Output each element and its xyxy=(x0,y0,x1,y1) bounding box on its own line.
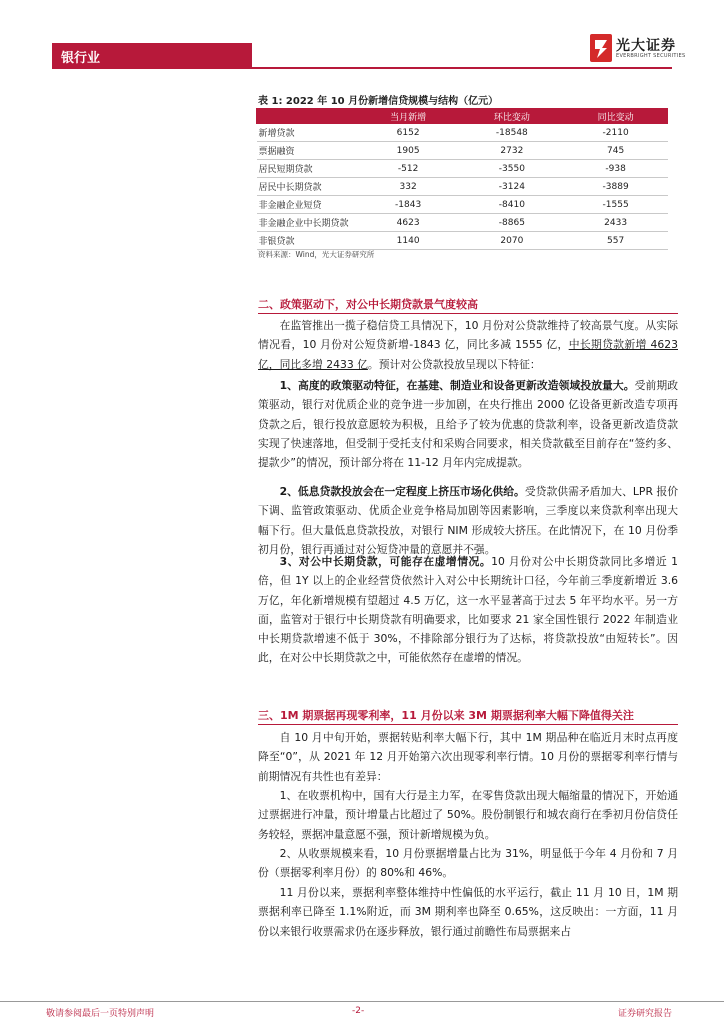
table-row xyxy=(257,178,668,196)
logo-english-name: EVERBRIGHT SECURITIES xyxy=(616,53,686,59)
table-cell: 1140 xyxy=(356,232,460,250)
table-cell: 1905 xyxy=(356,142,460,160)
table-row-label: 新增贷款 xyxy=(257,124,357,142)
table-header-cell xyxy=(257,109,357,124)
table-row-label: 非银贷款 xyxy=(257,232,357,250)
table-cell: 4623 xyxy=(356,214,460,232)
paragraph-text: 。预计对公贷款投放呈现以下特征： xyxy=(367,357,541,371)
section-3-paragraph-3: 2、从收票规模来看，10 月份票据增量占比为 31%，明显低于今年 4 月份和 7 月份（票据零利率月份）的 80%和 46%。 xyxy=(258,847,678,880)
footer-report-type: 证券研究报告 xyxy=(618,1009,673,1019)
table-row-label: 非金融企业短贷 xyxy=(257,196,357,214)
paragraph-text: 受前期政策驱动，银行对优质企业的竞争进一步加剧，在央行推出 2000 亿设备更新改造专项再贷款之后，银行投放意愿较为积极，且给予了较为优惠的贷款利率，设备更新改造贷款实现了快速落地，但受制于受托支付和采购合同要求，相关贷款截至目前存在“签约多、提款少”的情况，预计部分将在 11-12 月年内完成提款。 xyxy=(258,379,678,470)
table-row-label: 居民中长期贷款 xyxy=(257,178,357,196)
page-number: -2- xyxy=(352,1006,365,1016)
table-cell: 2732 xyxy=(460,142,564,160)
table-header-cell: 同比变动 xyxy=(564,109,668,124)
paragraph-text: 在监管推出一揽子稳信贷工具情况下，10 月份对公贷款维持了较高景气度。从实际情况看，10 月份对公短贷新增-1843 亿，同比多减 1555 亿， xyxy=(258,319,678,352)
section-2-paragraph-3 xyxy=(258,482,678,559)
table-row xyxy=(257,214,668,232)
paragraph-lead: 2、低息贷款投放会在一定程度上挤压市场化供给。 xyxy=(279,485,525,498)
table-cell: -2110 xyxy=(564,124,668,142)
footer-disclaimer: 敬请参阅最后一页特别声明 xyxy=(46,1009,155,1019)
table-row xyxy=(257,160,668,178)
table-cell: -8865 xyxy=(460,214,564,232)
table-cell: 6152 xyxy=(356,124,460,142)
paragraph-lead: 3、对公中长期贷款，可能存在虚增情况。 xyxy=(279,555,492,568)
table-cell: -938 xyxy=(564,160,668,178)
table-cell: 745 xyxy=(564,142,668,160)
footer-rule xyxy=(0,1001,724,1002)
table-row-label: 居民短期贷款 xyxy=(257,160,357,178)
category-tag xyxy=(52,43,252,68)
section-2-paragraph-2 xyxy=(258,376,678,472)
table-header-row xyxy=(257,109,668,124)
table-cell: 2433 xyxy=(564,214,668,232)
table-caption: 表 1: 2022 年 10 月份新增信贷规模与结构（亿元） xyxy=(258,96,499,107)
table-cell: -512 xyxy=(356,160,460,178)
table-cell: 332 xyxy=(356,178,460,196)
category-label: 银行业 xyxy=(61,51,101,66)
section-2-title: 二、政策驱动下，对公中长期贷款景气度较高 xyxy=(258,298,478,311)
credit-table xyxy=(256,108,668,250)
everbright-logo-icon xyxy=(590,34,612,62)
section-2-divider xyxy=(258,313,678,314)
table-cell: 2070 xyxy=(460,232,564,250)
section-2-paragraph-1 xyxy=(258,316,678,374)
table-cell: -18548 xyxy=(460,124,564,142)
table-row xyxy=(257,124,668,142)
paragraph-lead: 1、高度的政策驱动特征，在基建、制造业和设备更新改造领域投放量大。 xyxy=(279,379,635,392)
paragraph-text: 10 月份对公中长期贷款同比多增近 1 倍，但 1Y 以上的企业经营贷依然计入对公中长期统计口径，今年前三季度新增近 3.6 万亿，年化新增规模有望超过 4.5 万亿，这一水平显著高于过去 5 年平均水平。另一方面，监管对于银行中长期贷款有明确要求，比如要求 21 家全国性银行 2022 年制造业中长期贷款增速不低于 30%，不排除部分银行为了达标，将贷款投放“由短转长”。因此，在对公中长期贷款之中，可能依然存在虚增的情况。 xyxy=(258,555,678,665)
table-cell: -1555 xyxy=(564,196,668,214)
table-row xyxy=(257,232,668,250)
header-rule xyxy=(52,67,672,69)
table-cell: -8410 xyxy=(460,196,564,214)
table-row xyxy=(257,142,668,160)
table-cell: 557 xyxy=(564,232,668,250)
section-2-paragraph-4 xyxy=(258,552,678,668)
section-3-paragraph-1: 自 10 月中旬开始，票据转贴利率大幅下行，其中 1M 期品种在临近月末时点再度降至“0”，从 2021 年 12 月开始第六次出现零利率行情。10 月份的票据零利率行情与前期情况有共性也有差异： xyxy=(258,731,678,783)
everbright-logo xyxy=(590,34,690,64)
table-source: 资料来源：Wind，光大证券研究所 xyxy=(258,250,375,259)
page-header xyxy=(0,0,724,70)
table-cell: -1843 xyxy=(356,196,460,214)
section-3-divider xyxy=(258,724,678,725)
section-3-paragraph-2: 1、在收票机构中，国有大行是主力军，在零售贷款出现大幅缩量的情况下，开始通过票据进行冲量，预计增量占比超过了 50%。股份制银行和城农商行在季初月份信贷任务较轻，票据冲量意愿不强，预计新增规模为负。 xyxy=(258,789,678,841)
section-3-paragraph-4: 11 月份以来，票据利率整体维持中性偏低的水平运行，截止 11 月 10 日，1M 期票据利率已降至 1.1%附近，而 3M 期利率也降至 0.65%，这反映出：一方面，11 月份以来银行收票需求仍在逐步释放，银行通过前瞻性布局票据来占 xyxy=(258,886,678,938)
logo-chinese-name: 光大证券 xyxy=(616,38,676,54)
table-row xyxy=(257,196,668,214)
table-cell: -3124 xyxy=(460,178,564,196)
table-cell: -3889 xyxy=(564,178,668,196)
paragraph-text: 受贷款供需矛盾加大、LPR 报价下调、监管政策驱动、优质企业竞争格局加剧等因素影响，三季度以来贷款利率出现大幅下行。但大量低息贷款投放，对银行 NIM 形成较大挤压。在此情况下，在 10 月份季初月份，银行再通过对公短贷冲量的意愿并不强。 xyxy=(258,485,678,556)
table-row-label: 非金融企业中长期贷款 xyxy=(257,214,357,232)
underlined-text: 中长期贷款新增 4623 亿，同比多增 2433 亿 xyxy=(258,338,678,371)
table-row-label: 票据融资 xyxy=(257,142,357,160)
section-3-title: 三、1M 期票据再现零利率，11 月份以来 3M 期票据利率大幅下降值得关注 xyxy=(258,709,634,722)
table-header-cell: 当月新增 xyxy=(356,109,460,124)
table-header-cell: 环比变动 xyxy=(460,109,564,124)
table-cell: -3550 xyxy=(460,160,564,178)
